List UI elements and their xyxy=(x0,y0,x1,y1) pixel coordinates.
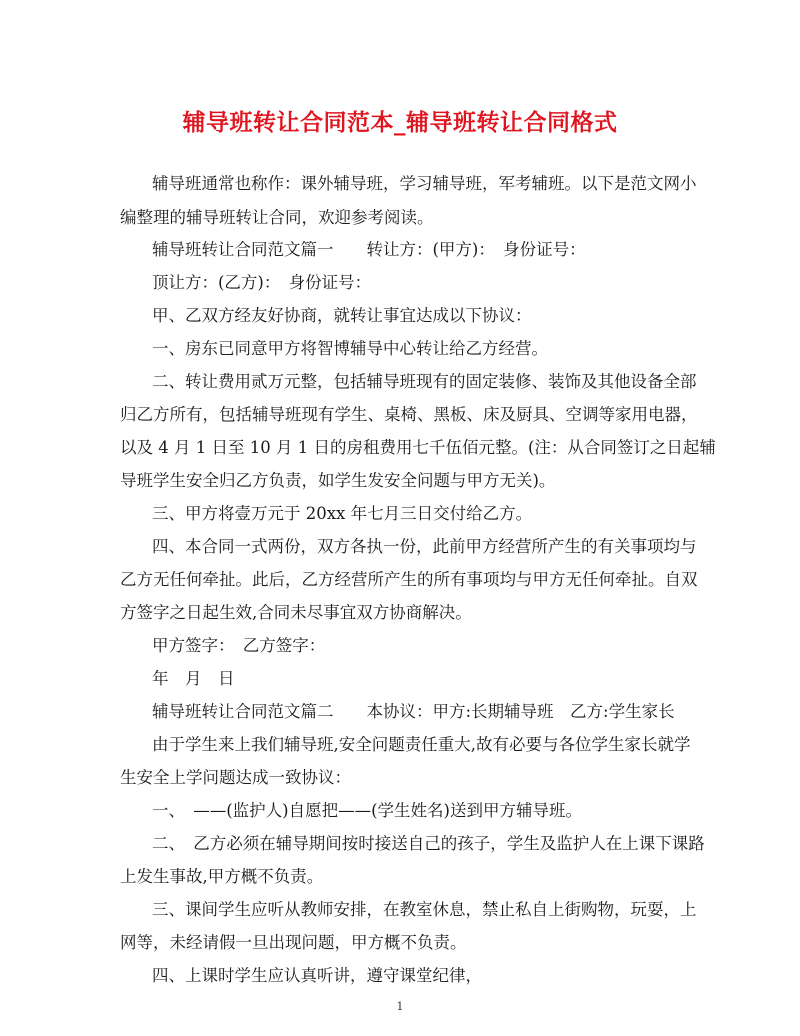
body-line: 四、本合同一式两份，双方各执一份，此前甲方经营所产生的有关事项均与 xyxy=(152,537,697,556)
body-line: 二、转让费用贰万元整，包括辅导班现有的固定装修、装饰及其他设备全部 xyxy=(152,372,697,391)
body-line: 编整理的辅导班转让合同，欢迎参考阅读。 xyxy=(120,208,434,227)
document-title: 辅导班转让合同范本_辅导班转让合同格式 xyxy=(182,110,618,136)
body-line: 三、甲方将壹万元于 20xx 年七月三日交付给乙方。 xyxy=(152,504,533,523)
body-line: 二、 乙方必须在辅导期间按时接送自己的孩子，学生及监护人在上课下课路 xyxy=(152,834,705,853)
body-line: 辅导班转让合同范文篇一 转让方：(甲方)： 身份证号： xyxy=(152,240,586,259)
body-line: 导班学生安全归乙方负责，如学生发安全问题与甲方无关)。 xyxy=(120,471,556,490)
body-line: 一、房东已同意甲方将智博辅导中心转让给乙方经营。 xyxy=(152,339,548,358)
body-line: 乙方无任何牵扯。此后，乙方经营所产生的所有事项均与甲方无任何牵扯。自双 xyxy=(120,570,698,589)
body-line: 顶让方：(乙方)： 身份证号： xyxy=(152,273,372,292)
body-line: 生安全上学问题达成一致协议： xyxy=(120,768,351,787)
body-line: 一、 ——(监护人)自愿把——(学生姓名)送到甲方辅导班。 xyxy=(152,801,582,820)
body-line: 网等，未经请假一旦出现问题，甲方概不负责。 xyxy=(120,933,467,952)
body-line: 上发生事故,甲方概不负责。 xyxy=(120,867,324,886)
body-line: 归乙方所有，包括辅导班现有学生、桌椅、黑板、床及厨具、空调等家用电器， xyxy=(120,405,698,424)
body-line: 四、上课时学生应认真听讲，遵守课堂纪律， xyxy=(152,966,482,985)
body-line: 方签字之日起生效,合同未尽事宜双方协商解决。 xyxy=(120,603,472,622)
body-line: 三、课间学生应听从教师安排，在教室休息，禁止私自上街购物，玩耍，上 xyxy=(152,900,697,919)
body-line: 甲、乙双方经友好协商，就转让事宜达成以下协议： xyxy=(152,306,532,325)
body-line: 以及 4 月 1 日至 10 月 1 日的房租费用七千伍佰元整。(注：从合同签订之日起辅 xyxy=(120,438,716,457)
body-line: 甲方签字： 乙方签字： xyxy=(152,636,326,655)
page-number: 1 xyxy=(396,1000,404,1013)
body-line: 辅导班通常也称作：课外辅导班，学习辅导班，军考辅班。以下是范文网小 xyxy=(152,174,697,193)
body-line: 年 月 日 xyxy=(152,669,235,688)
body-line: 辅导班转让合同范文篇二 本协议：甲方:长期辅导班 乙方:学生家长 xyxy=(152,702,675,721)
body-line: 由于学生来上我们辅导班,安全问题责任重大,故有必要与各位学生家长就学 xyxy=(152,735,691,754)
